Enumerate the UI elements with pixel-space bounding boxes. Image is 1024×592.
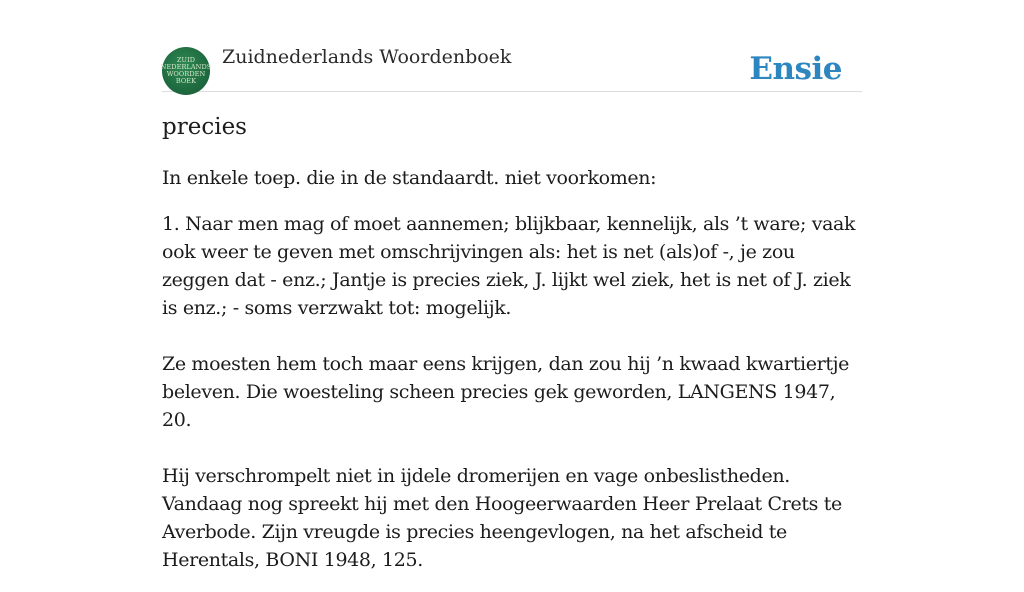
logo-line: WOORDEN [166, 70, 206, 78]
entry-intro: In enkele toep. die in de standaardt. niet voorkomen: [162, 167, 657, 189]
logo-line: ZUID [176, 56, 196, 64]
dictionary-name-link[interactable]: Zuidnederlands Woordenboek [222, 46, 512, 68]
entry-example: Ze moesten hem toch maar eens krijgen, dan zou hij ’n kwaad kwartiertje beleven. Die woesteling scheen precies gek geworden, LANGENS 1947, 20. [162, 353, 850, 431]
dictionary-logo[interactable] [162, 47, 210, 95]
logo-line: NEDERLANDS [160, 63, 212, 71]
spacer [162, 340, 862, 350]
entry-definition: 1. Naar men mag of moet aannemen; blijkbaar, kennelijk, als ’t ware; vaak ook weer te geven met omschrijvingen als: het is net (als)of -, je zou zeggen dat - enz.; Jantje is precies ziek, J. lijkt wel ziek, het is net of J. ziek is enz.; - soms verzwakt tot: mogelijk. [162, 213, 856, 319]
site-header [162, 45, 862, 92]
logo-line: BOEK [175, 77, 197, 85]
entry-headword: precies [162, 114, 247, 140]
brand-logo-link[interactable]: Ensie [749, 51, 842, 87]
entry-content [162, 114, 862, 592]
entry-example: Hij verschrompelt niet in ijdele dromerijen en vage onbeslistheden. Vandaag nog spreekt hij met den Hoogeerwaarden Heer Prelaat Crets te Averbode. Zijn vreugde is precies heengevlogen, na het afscheid te Herentals, BONI 1948, 125. [162, 465, 842, 571]
spacer [162, 452, 862, 462]
